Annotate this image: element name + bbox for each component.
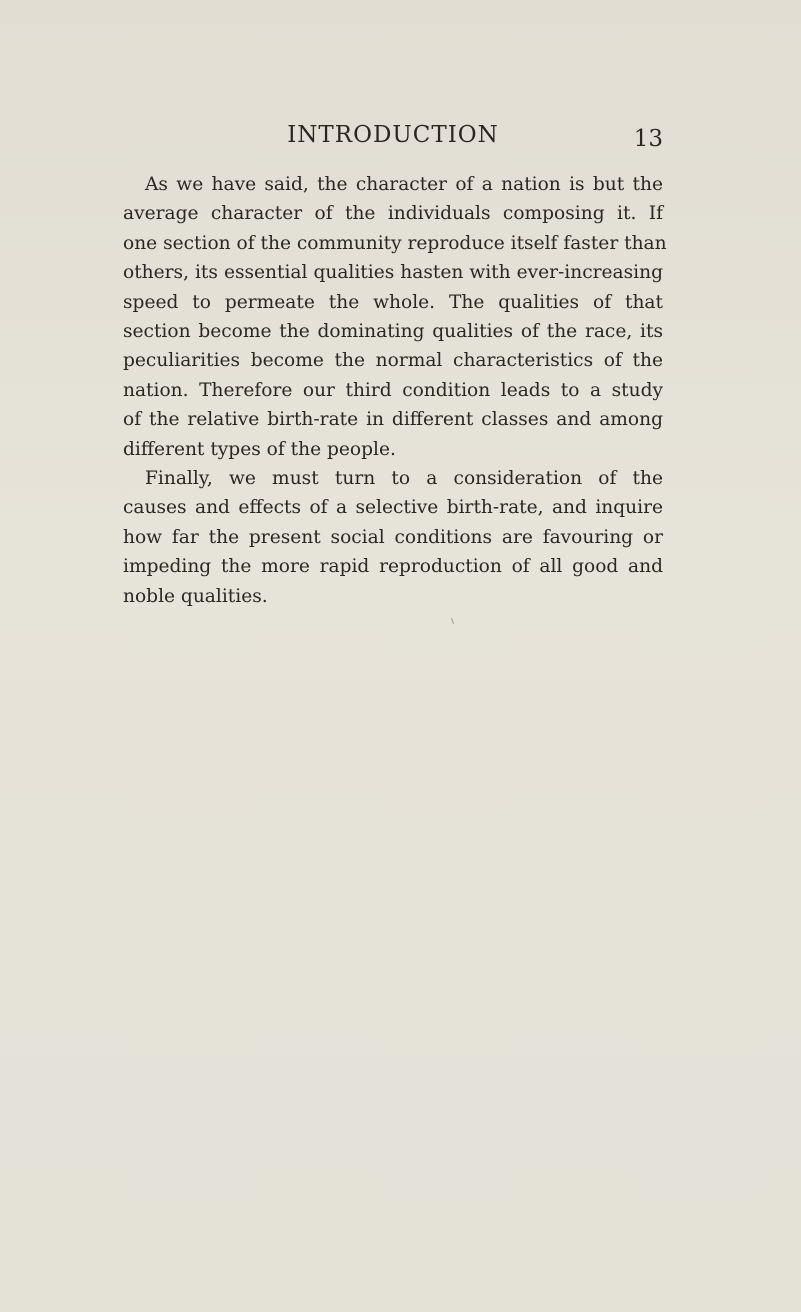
text-line: of the relative birth-rate in different classes and among	[123, 409, 663, 431]
text-line: section become the dominating qualities of the race, its	[123, 321, 663, 343]
text-line: As we have said, the character of a nation is but the	[145, 174, 663, 195]
text-line: others, its essential qualities hasten with ever-increasing	[123, 262, 663, 284]
page-number: 13	[633, 126, 663, 152]
text-line: one section of the community reproduce itself faster than	[123, 232, 667, 254]
stray-ink-mark	[451, 618, 454, 624]
text-line: Finally, we must turn to a consideration of the	[145, 468, 663, 490]
text-line: how far the present social conditions are favouring or	[123, 526, 663, 548]
text-line: impeding the more rapid reproduction of all good and	[123, 556, 663, 578]
text-line: peculiarities become the normal characteristics of the	[123, 350, 663, 372]
text-line: noble qualities.	[123, 585, 268, 607]
paragraph	[123, 464, 663, 611]
body-text	[123, 170, 667, 611]
running-head	[123, 120, 663, 154]
running-title: INTRODUCTION	[287, 122, 499, 148]
text-line: average character of the individuals composing it. If	[123, 203, 663, 225]
paragraph	[123, 170, 667, 464]
text-line: different types of the people.	[123, 438, 396, 460]
text-line: causes and effects of a selective birth-rate, and inquire	[123, 497, 663, 519]
text-line: speed to permeate the whole. The qualities of that	[123, 291, 663, 313]
text-line: nation. Therefore our third condition leads to a study	[123, 379, 663, 401]
